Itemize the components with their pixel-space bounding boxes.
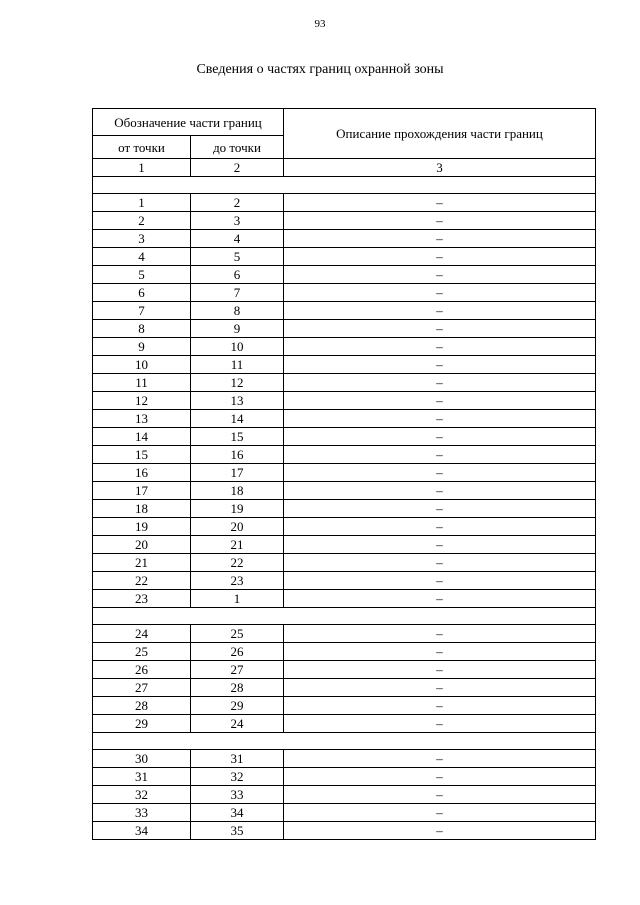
table-row [93,356,596,374]
table-row [93,302,596,320]
to-point-cell: 21 [191,536,284,554]
to-point-cell: 25 [191,625,284,643]
from-point-cell: 18 [93,500,191,518]
section-separator-cell [93,177,596,194]
description-cell: – [284,643,596,661]
table-row [93,554,596,572]
from-point-cell: 30 [93,750,191,768]
table-row [93,248,596,266]
to-point-cell: 17 [191,464,284,482]
to-point-cell: 22 [191,554,284,572]
description-cell: – [284,284,596,302]
from-point-cell: 34 [93,822,191,840]
table-row [93,410,596,428]
to-point-cell: 14 [191,410,284,428]
table-row [93,572,596,590]
from-point-cell: 10 [93,356,191,374]
table-row [93,284,596,302]
table-row [93,697,596,715]
to-point-cell: 23 [191,572,284,590]
description-cell: – [284,230,596,248]
section-separator-cell [93,733,596,750]
description-cell: – [284,410,596,428]
description-cell: – [284,590,596,608]
to-point-cell: 32 [191,768,284,786]
to-point-cell: 24 [191,715,284,733]
description-cell: – [284,266,596,284]
to-point-cell: 15 [191,428,284,446]
table-row [93,230,596,248]
description-cell: – [284,500,596,518]
description-cell: – [284,625,596,643]
from-point-cell: 26 [93,661,191,679]
table-row [93,750,596,768]
table-row [93,266,596,284]
to-point-cell: 1 [191,590,284,608]
from-point-cell: 20 [93,536,191,554]
header-to-point: до точки [191,136,284,159]
description-cell: – [284,768,596,786]
to-point-cell: 12 [191,374,284,392]
to-point-cell: 35 [191,822,284,840]
from-point-cell: 32 [93,786,191,804]
table-row [93,679,596,697]
to-point-cell: 8 [191,302,284,320]
from-point-cell: 7 [93,302,191,320]
to-point-cell: 10 [191,338,284,356]
to-point-cell: 29 [191,697,284,715]
table-row [93,661,596,679]
from-point-cell: 24 [93,625,191,643]
description-cell: – [284,464,596,482]
description-cell: – [284,804,596,822]
from-point-cell: 21 [93,554,191,572]
table-row [93,643,596,661]
table-row [93,428,596,446]
from-point-cell: 23 [93,590,191,608]
description-cell: – [284,320,596,338]
from-point-cell: 14 [93,428,191,446]
description-cell: – [284,822,596,840]
description-cell: – [284,572,596,590]
document-title: Сведения о частях границ охранной зоны [196,62,444,77]
description-cell: – [284,554,596,572]
description-cell: – [284,679,596,697]
table-row [93,786,596,804]
header-boundary-designation: Обозначение части границ [93,109,284,136]
from-point-cell: 5 [93,266,191,284]
table-row [93,590,596,608]
table-row [93,715,596,733]
from-point-cell: 6 [93,284,191,302]
from-point-cell: 8 [93,320,191,338]
from-point-cell: 31 [93,768,191,786]
description-cell: – [284,356,596,374]
from-point-cell: 33 [93,804,191,822]
to-point-cell: 11 [191,356,284,374]
header-from-point: от точки [93,136,191,159]
description-cell: – [284,338,596,356]
from-point-cell: 15 [93,446,191,464]
table-row [93,482,596,500]
from-point-cell: 3 [93,230,191,248]
section-separator-row [93,177,596,194]
table-row [93,518,596,536]
description-cell: – [284,661,596,679]
description-cell: – [284,248,596,266]
to-point-cell: 20 [191,518,284,536]
description-cell: – [284,750,596,768]
table-row [93,320,596,338]
section-separator-row [93,733,596,750]
table-row [93,500,596,518]
from-point-cell: 13 [93,410,191,428]
table-row [93,625,596,643]
from-point-cell: 27 [93,679,191,697]
description-cell: – [284,482,596,500]
description-cell: – [284,697,596,715]
page-number: 93 [314,18,326,30]
description-cell: – [284,428,596,446]
description-cell: – [284,518,596,536]
section-separator-row [93,608,596,625]
to-point-cell: 4 [191,230,284,248]
from-point-cell: 4 [93,248,191,266]
boundaries-table [92,108,596,840]
description-cell: – [284,715,596,733]
table-row [93,212,596,230]
to-point-cell: 16 [191,446,284,464]
from-point-cell: 25 [93,643,191,661]
table-row [93,768,596,786]
to-point-cell: 18 [191,482,284,500]
description-cell: – [284,374,596,392]
header-row [93,109,596,136]
description-cell: – [284,392,596,410]
to-point-cell: 6 [191,266,284,284]
table-row [93,464,596,482]
table-row [93,536,596,554]
to-point-cell: 26 [191,643,284,661]
column-number: 1 [93,159,191,177]
to-point-cell: 13 [191,392,284,410]
description-cell: – [284,212,596,230]
to-point-cell: 19 [191,500,284,518]
to-point-cell: 31 [191,750,284,768]
to-point-cell: 28 [191,679,284,697]
description-cell: – [284,194,596,212]
from-point-cell: 22 [93,572,191,590]
to-point-cell: 34 [191,804,284,822]
column-number: 3 [284,159,596,177]
from-point-cell: 16 [93,464,191,482]
from-point-cell: 2 [93,212,191,230]
header-boundary-description: Описание прохождения части границ [284,109,596,159]
table-row [93,338,596,356]
table-row [93,374,596,392]
column-number: 2 [191,159,284,177]
to-point-cell: 3 [191,212,284,230]
to-point-cell: 7 [191,284,284,302]
from-point-cell: 29 [93,715,191,733]
description-cell: – [284,302,596,320]
description-cell: – [284,786,596,804]
table-row [93,822,596,840]
to-point-cell: 9 [191,320,284,338]
to-point-cell: 33 [191,786,284,804]
to-point-cell: 27 [191,661,284,679]
to-point-cell: 5 [191,248,284,266]
from-point-cell: 9 [93,338,191,356]
section-separator-cell [93,608,596,625]
column-number-row [93,159,596,177]
table-row [93,446,596,464]
table-row [93,194,596,212]
from-point-cell: 11 [93,374,191,392]
to-point-cell: 2 [191,194,284,212]
description-cell: – [284,536,596,554]
from-point-cell: 1 [93,194,191,212]
from-point-cell: 17 [93,482,191,500]
from-point-cell: 12 [93,392,191,410]
table-row [93,804,596,822]
from-point-cell: 19 [93,518,191,536]
table-row [93,392,596,410]
description-cell: – [284,446,596,464]
from-point-cell: 28 [93,697,191,715]
